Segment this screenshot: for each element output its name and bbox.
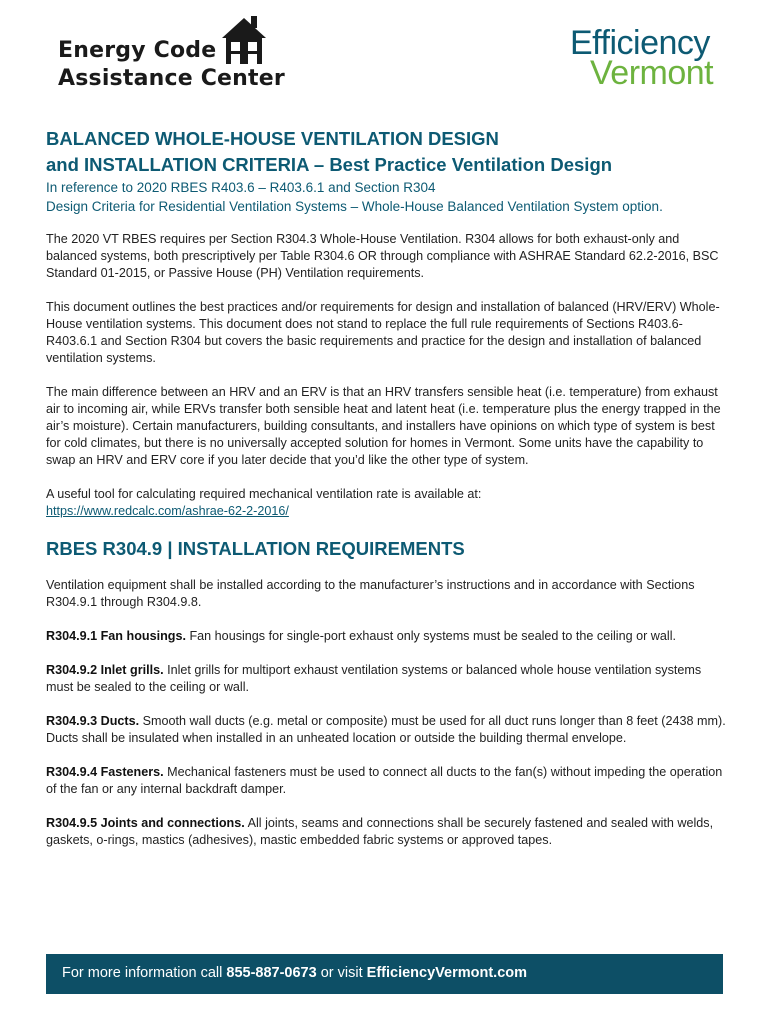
requirement-item [46, 662, 726, 696]
footer-phone[interactable]: 855-887-0673 [226, 965, 317, 981]
document-title [46, 126, 726, 178]
requirement-text: Fan housings for single-port exhaust only systems must be sealed to the ceiling or wall. [185, 629, 676, 643]
tool-text: A useful tool for calculating required mechanical ventilation rate is available at: [46, 487, 482, 501]
efficiency-vermont-logo [562, 24, 732, 96]
requirement-item [46, 713, 726, 747]
title-line-2: and INSTALLATION CRITERIA – Best Practice Ventilation Design [46, 154, 613, 175]
intro-paragraph: The 2020 VT RBES requires per Section R304.3 Whole-House Ventilation. R304 allows for both exhaust-only and balanced systems, both prescriptively per Table R304.6 OR through compliance with ASHRAE Standard 62.2-2016, BSC Standard 01-2015, or Passive House (PH) Ventilation requirements. [46, 232, 719, 280]
house-icon [220, 14, 268, 66]
requirement-text: Smooth wall ducts (e.g. metal or composite) must be used for all duct runs longer than 8 feet (2438 mm). Ducts shall be insulated when installed in an unheated location or outside the building thermal envelope. [46, 714, 726, 745]
requirement-item [46, 628, 726, 645]
page-header [0, 0, 768, 110]
requirement-label: R304.9.1 Fan housings. [46, 629, 186, 643]
title-line-1: BALANCED WHOLE-HOUSE VENTILATION DESIGN [46, 128, 499, 149]
hrv-erv-paragraph: The main difference between an HRV and an ERV is that an HRV transfers sensible heat (i.e. temperature) from exhaust air to incoming air, while ERVs transfer both sensible heat and latent heat (i.e. temperature plus the energy trapped in the air’s moisture). Certain manufacturers, building consultants, and installers have opinions on which type of system is best for cold climates, but there is no universally accepted solution for homes in Vermont. Some units have the capability to swap an HRV and ERV core if you later decide that you’d like the other type of system. [46, 385, 721, 467]
document-body [46, 126, 726, 849]
section-intro: Ventilation equipment shall be installed according to the manufacturer’s instructions and in accordance with Sections R304.9.1 through R304.9.8. [46, 578, 695, 609]
reference-line-1: In reference to 2020 RBES R403.6 – R403.6.1 and Section R304 [46, 180, 436, 195]
requirement-label: R304.9.5 Joints and connections. [46, 816, 245, 830]
requirement-text: Inlet grills for multiport exhaust ventilation systems or balanced whole house ventilation systems must be sealed to the ceiling or wall. [46, 663, 702, 694]
requirement-text: Mechanical fasteners must be used to connect all ducts to the fan(s) without impeding the operation of the fan or any internal backdraft damper. [46, 765, 723, 796]
purpose-paragraph: This document outlines the best practices and/or requirements for design and installation of balanced (HRV/ERV) Whole-House ventilation systems. This document does not stand to replace the full rule requirements of Sections R403.6-R403.6.1 and Section R304 but covers the basic requirements and practice for the design and installation of balanced ventilation systems. [46, 300, 720, 365]
logo-text-line2: Assistance Center [58, 66, 285, 91]
ev-logo-vermont: Vermont [590, 54, 714, 92]
redcalc-link[interactable]: https://www.redcalc.com/ashrae-62-2-2016/ [46, 504, 289, 518]
requirement-item [46, 815, 726, 849]
tool-paragraph [46, 486, 726, 520]
ev-logo-efficiency: Efficiency [570, 24, 710, 62]
footer-prefix: For more information call [62, 965, 227, 981]
requirement-label: R304.9.4 Fasteners. [46, 765, 164, 779]
reference-line-2: Design Criteria for Residential Ventilation Systems – Whole-House Balanced Ventilation System option. [46, 199, 663, 214]
logo-text-line1: Energy Code [58, 38, 217, 63]
section-heading: RBES R304.9 | INSTALLATION REQUIREMENTS [46, 538, 465, 559]
requirement-label: R304.9.3 Ducts. [46, 714, 140, 728]
footer-website[interactable]: EfficiencyVermont.com [366, 965, 528, 981]
footer-middle: or visit [316, 965, 367, 981]
requirement-item [46, 764, 726, 798]
energy-code-assistance-center-logo [58, 14, 298, 94]
footer-bar [46, 954, 723, 994]
footer-text [62, 965, 527, 981]
requirement-label: R304.9.2 Inlet grills. [46, 663, 164, 677]
requirement-text: All joints, seams and connections shall be securely fastened and sealed with welds, gaskets, o-rings, mastics (adhesives), mastic embedded fabric systems or approved tapes. [46, 816, 714, 847]
